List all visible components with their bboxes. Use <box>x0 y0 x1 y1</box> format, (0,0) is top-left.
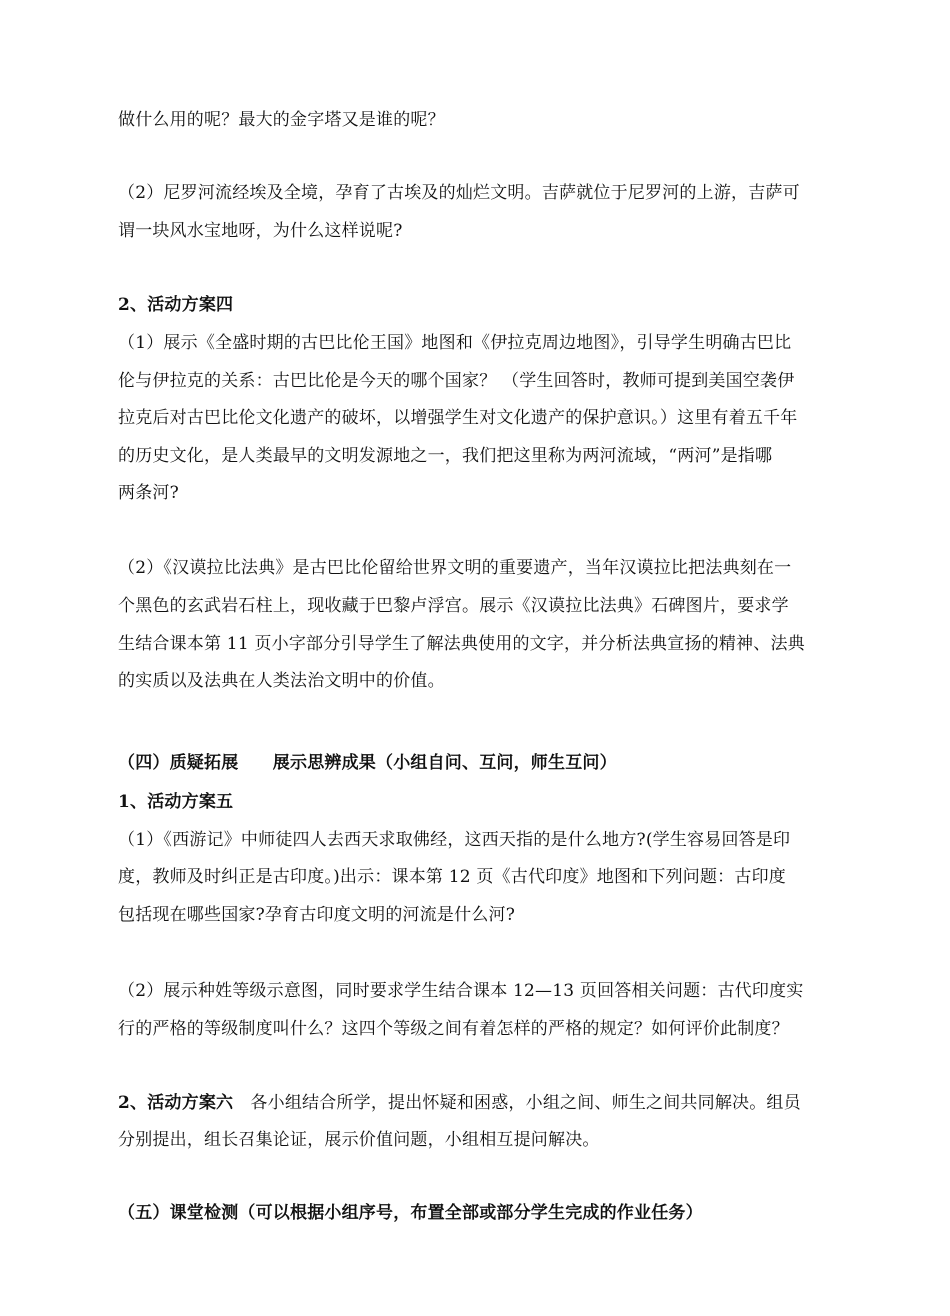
paragraph-p3-line-5: 两条河? <box>118 483 179 503</box>
paragraph-p4-line-4: 的实质以及法典在人类法治文明中的价值。 <box>118 671 445 691</box>
paragraph-p5-line-1: （1）《西游记》中师徒四人去西天求取佛经，这西天指的是什么地方?(学生容易回答是印 <box>118 830 791 850</box>
heading-activity-plan-6: 2、活动方案六 <box>118 1093 234 1113</box>
heading-section-4-question-expand: （四）质疑拓展 展示思辨成果（小组自问、互问，师生互问） <box>118 753 617 773</box>
paragraph-p3-line-1: （1）展示《全盛时期的古巴比伦王国》地图和《伊拉克周边地图》，引导学生明确古巴比 <box>118 333 792 353</box>
heading-activity-plan-5: 1、活动方案五 <box>118 792 234 812</box>
paragraph-p6-line-1: （2）展示种姓等级示意图，同时要求学生结合课本 12—13 页回答相关问题：古代印度实 <box>118 981 804 1001</box>
heading-section-5-classroom-test: （五）课堂检测（可以根据小组序号，布置全部或部分学生完成的作业任务） <box>118 1203 703 1223</box>
paragraph-p3-line-2: 伦与伊拉克的关系：古巴比伦是今天的哪个国家？ （学生回答时，教师可提到美国空袭伊 <box>118 371 795 391</box>
paragraph-p3-line-3: 拉克后对古巴比伦文化遗产的破坏，以增强学生对文化遗产的保护意识。）这里有着五千年 <box>118 408 798 428</box>
paragraph-p2-line-2: 谓一块风水宝地呀，为什么这样说呢? <box>118 221 403 241</box>
paragraph-p7-line-2: 分别提出，组长召集论证，展示价值问题，小组相互提问解决。 <box>118 1130 600 1150</box>
paragraph-p7-line-1-text: 各小组结合所学，提出怀疑和困惑，小组之间、师生之间共同解决。组员 <box>233 1093 801 1113</box>
paragraph-p3-line-4: 的历史文化，是人类最早的文明发源地之一，我们把这里称为两河流域，“两河”是指哪 <box>118 446 773 466</box>
paragraph-p2-line-1: （2）尼罗河流经埃及全境，孕育了古埃及的灿烂文明。吉萨就位于尼罗河的上游，吉萨可 <box>118 183 800 203</box>
paragraph-p5-line-2: 度，教师及时纠正是古印度。)出示：课本第 12 页《古代印度》地图和下列问题：古印度 <box>118 867 786 887</box>
paragraph-p4-line-3: 生结合课本第 11 页小字部分引导学生了解法典使用的文字，并分析法典宣扬的精神、法典 <box>118 634 805 654</box>
paragraph-p6-line-2: 行的严格的等级制度叫什么？这四个等级之间有着怎样的严格的规定？如何评价此制度？ <box>118 1019 789 1039</box>
paragraph-p4-line-1: （2）《汉谟拉比法典》是古巴比伦留给世界文明的重要遗产，当年汉谟拉比把法典刻在一 <box>118 558 792 578</box>
heading-activity-plan-4: 2、活动方案四 <box>118 295 234 315</box>
paragraph-p4-line-2: 个黑色的玄武岩石柱上，现收藏于巴黎卢浮宫。展示《汉谟拉比法典》石碑图片，要求学 <box>118 596 789 616</box>
paragraph-p5-line-3: 包括现在哪些国家?孕育古印度文明的河流是什么河? <box>118 905 516 925</box>
paragraph-p1-line-1: 做什么用的呢？最大的金字塔又是谁的呢？ <box>118 110 445 130</box>
paragraph-p7-line-1 <box>118 1091 834 1115</box>
